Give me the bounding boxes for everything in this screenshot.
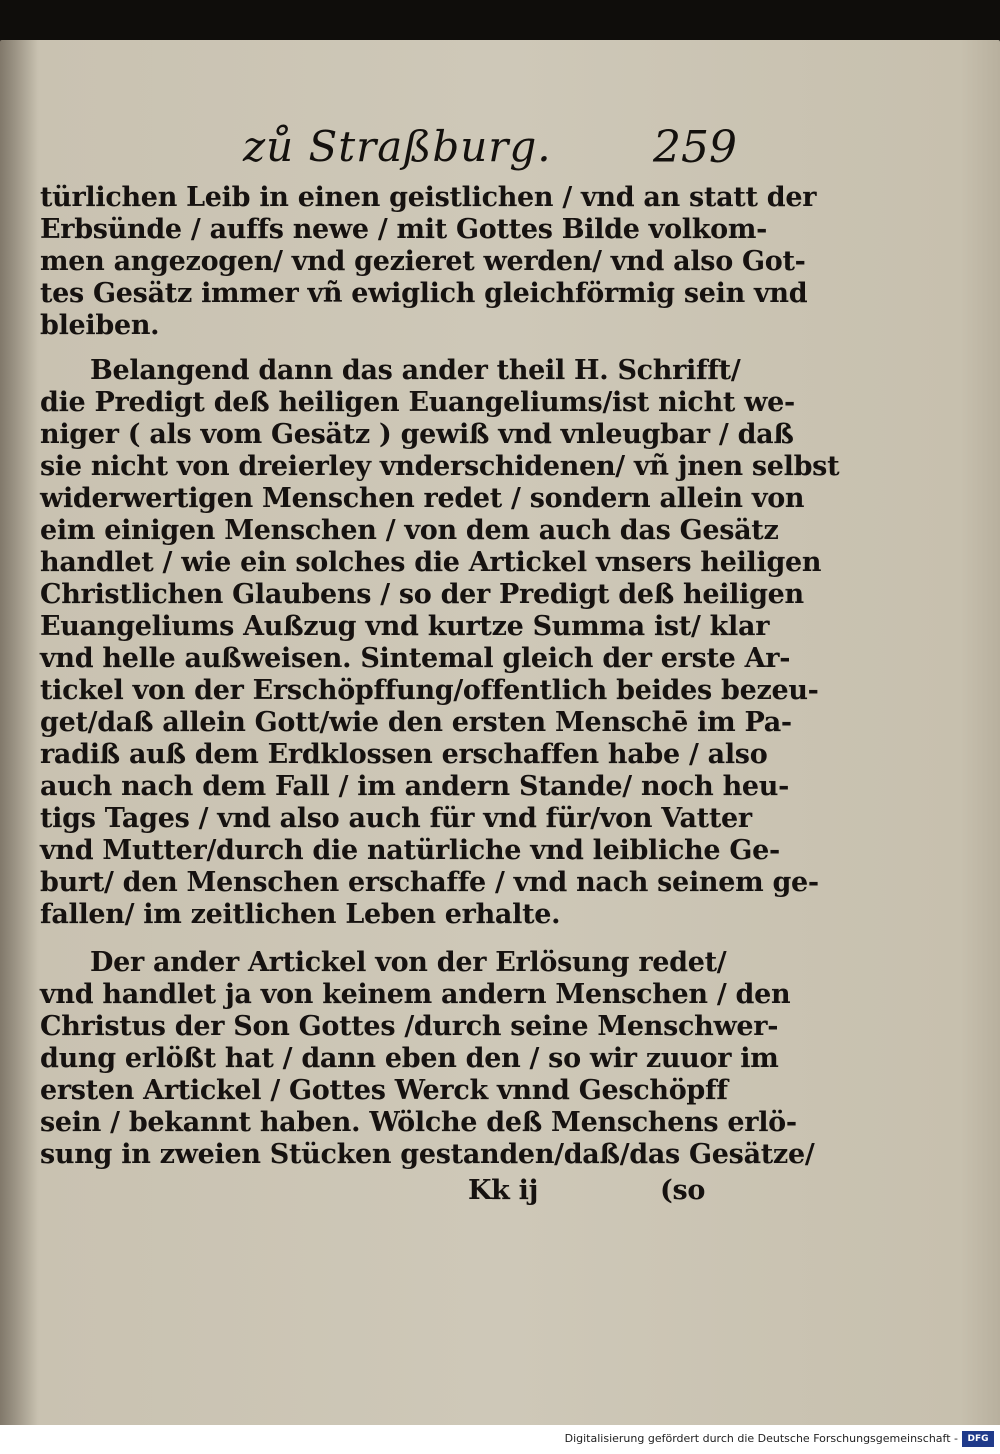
- text-line: widerwertigen Menschen redet / sondern allein von: [40, 483, 805, 514]
- text-line: tickel von der Erschöpffung/offentlich beides bezeu-: [40, 675, 819, 706]
- text-line: Belangend dann das ander theil H. Schrifft/: [90, 355, 741, 386]
- text-line: tes Gesätz immer vñ ewiglich gleichförmig sein vnd: [40, 278, 808, 309]
- text-line: vnd helle außweisen. Sintemal gleich der erste Ar-: [40, 643, 791, 674]
- text-line: ersten Artickel / Gottes Werck vnnd Geschöpff: [40, 1075, 728, 1106]
- text-line: Christus der Son Gottes /durch seine Menschwer-: [40, 1011, 779, 1042]
- running-head-title: zů Straßburg.: [243, 122, 552, 171]
- text-line: niger ( als vom Gesätz ) gewiß vnd vnleugbar / daß: [40, 419, 794, 450]
- book-page: [0, 40, 1000, 1425]
- text-line: auch nach dem Fall / im andern Stande/ noch heu-: [40, 771, 790, 802]
- text-line: Christlichen Glaubens / so der Predigt deß heiligen: [40, 579, 804, 610]
- text-line: sie nicht von dreierley vnderschidenen/ vñ jnen selbst: [40, 451, 840, 482]
- text-line: fallen/ im zeitlichen Leben erhalte.: [40, 899, 561, 930]
- text-line: dung erlößt hat / dann eben den / so wir zuuor im: [40, 1043, 779, 1074]
- page-number: 259: [653, 122, 737, 173]
- catchword: (so: [660, 1175, 706, 1206]
- text-line: Der ander Artickel von der Erlösung redet/: [90, 947, 727, 978]
- text-line: die Predigt deß heiligen Euangeliums/ist nicht we-: [40, 387, 795, 418]
- text-line: bleiben.: [40, 310, 160, 341]
- dfg-logo: DFG: [962, 1431, 994, 1447]
- text-line: radiß auß dem Erdklossen erschaffen habe / also: [40, 739, 768, 770]
- text-line: türlichen Leib in einen geistlichen / vnd an statt der: [40, 182, 817, 213]
- text-line: eim einigen Menschen / von dem auch das Gesätz: [40, 515, 779, 546]
- footer-credit: Digitalisierung gefördert durch die Deutsche Forschungsgemeinschaft -: [564, 1432, 958, 1445]
- text-line: handlet / wie ein solches die Artickel vnsers heiligen: [40, 547, 822, 578]
- text-line: vnd handlet ja von keinem andern Menschen / den: [40, 979, 791, 1010]
- text-line: sein / bekannt haben. Wölche deß Menschens erlö-: [40, 1107, 797, 1138]
- text-line: vnd Mutter/durch die natürliche vnd leibliche Ge-: [40, 835, 780, 866]
- gutter-shadow: [0, 40, 38, 1425]
- text-line: Erbsünde / auffs newe / mit Gottes Bilde volkom-: [40, 214, 768, 245]
- text-line: men angezogen/ vnd gezieret werden/ vnd also Got-: [40, 246, 806, 277]
- text-line: tigs Tages / vnd also auch für vnd für/von Vatter: [40, 803, 752, 834]
- text-line: get/daß allein Gott/wie den ersten Menschē im Pa-: [40, 707, 792, 738]
- text-line: burt/ den Menschen erschaffe / vnd nach seinem ge-: [40, 867, 819, 898]
- footer-bar: [0, 1425, 1000, 1454]
- text-line: Euangeliums Außzug vnd kurtze Summa ist/ klar: [40, 611, 770, 642]
- text-line: sung in zweien Stücken gestanden/daß/das Gesätze/: [40, 1139, 815, 1170]
- signature-mark: Kk ij: [468, 1175, 539, 1206]
